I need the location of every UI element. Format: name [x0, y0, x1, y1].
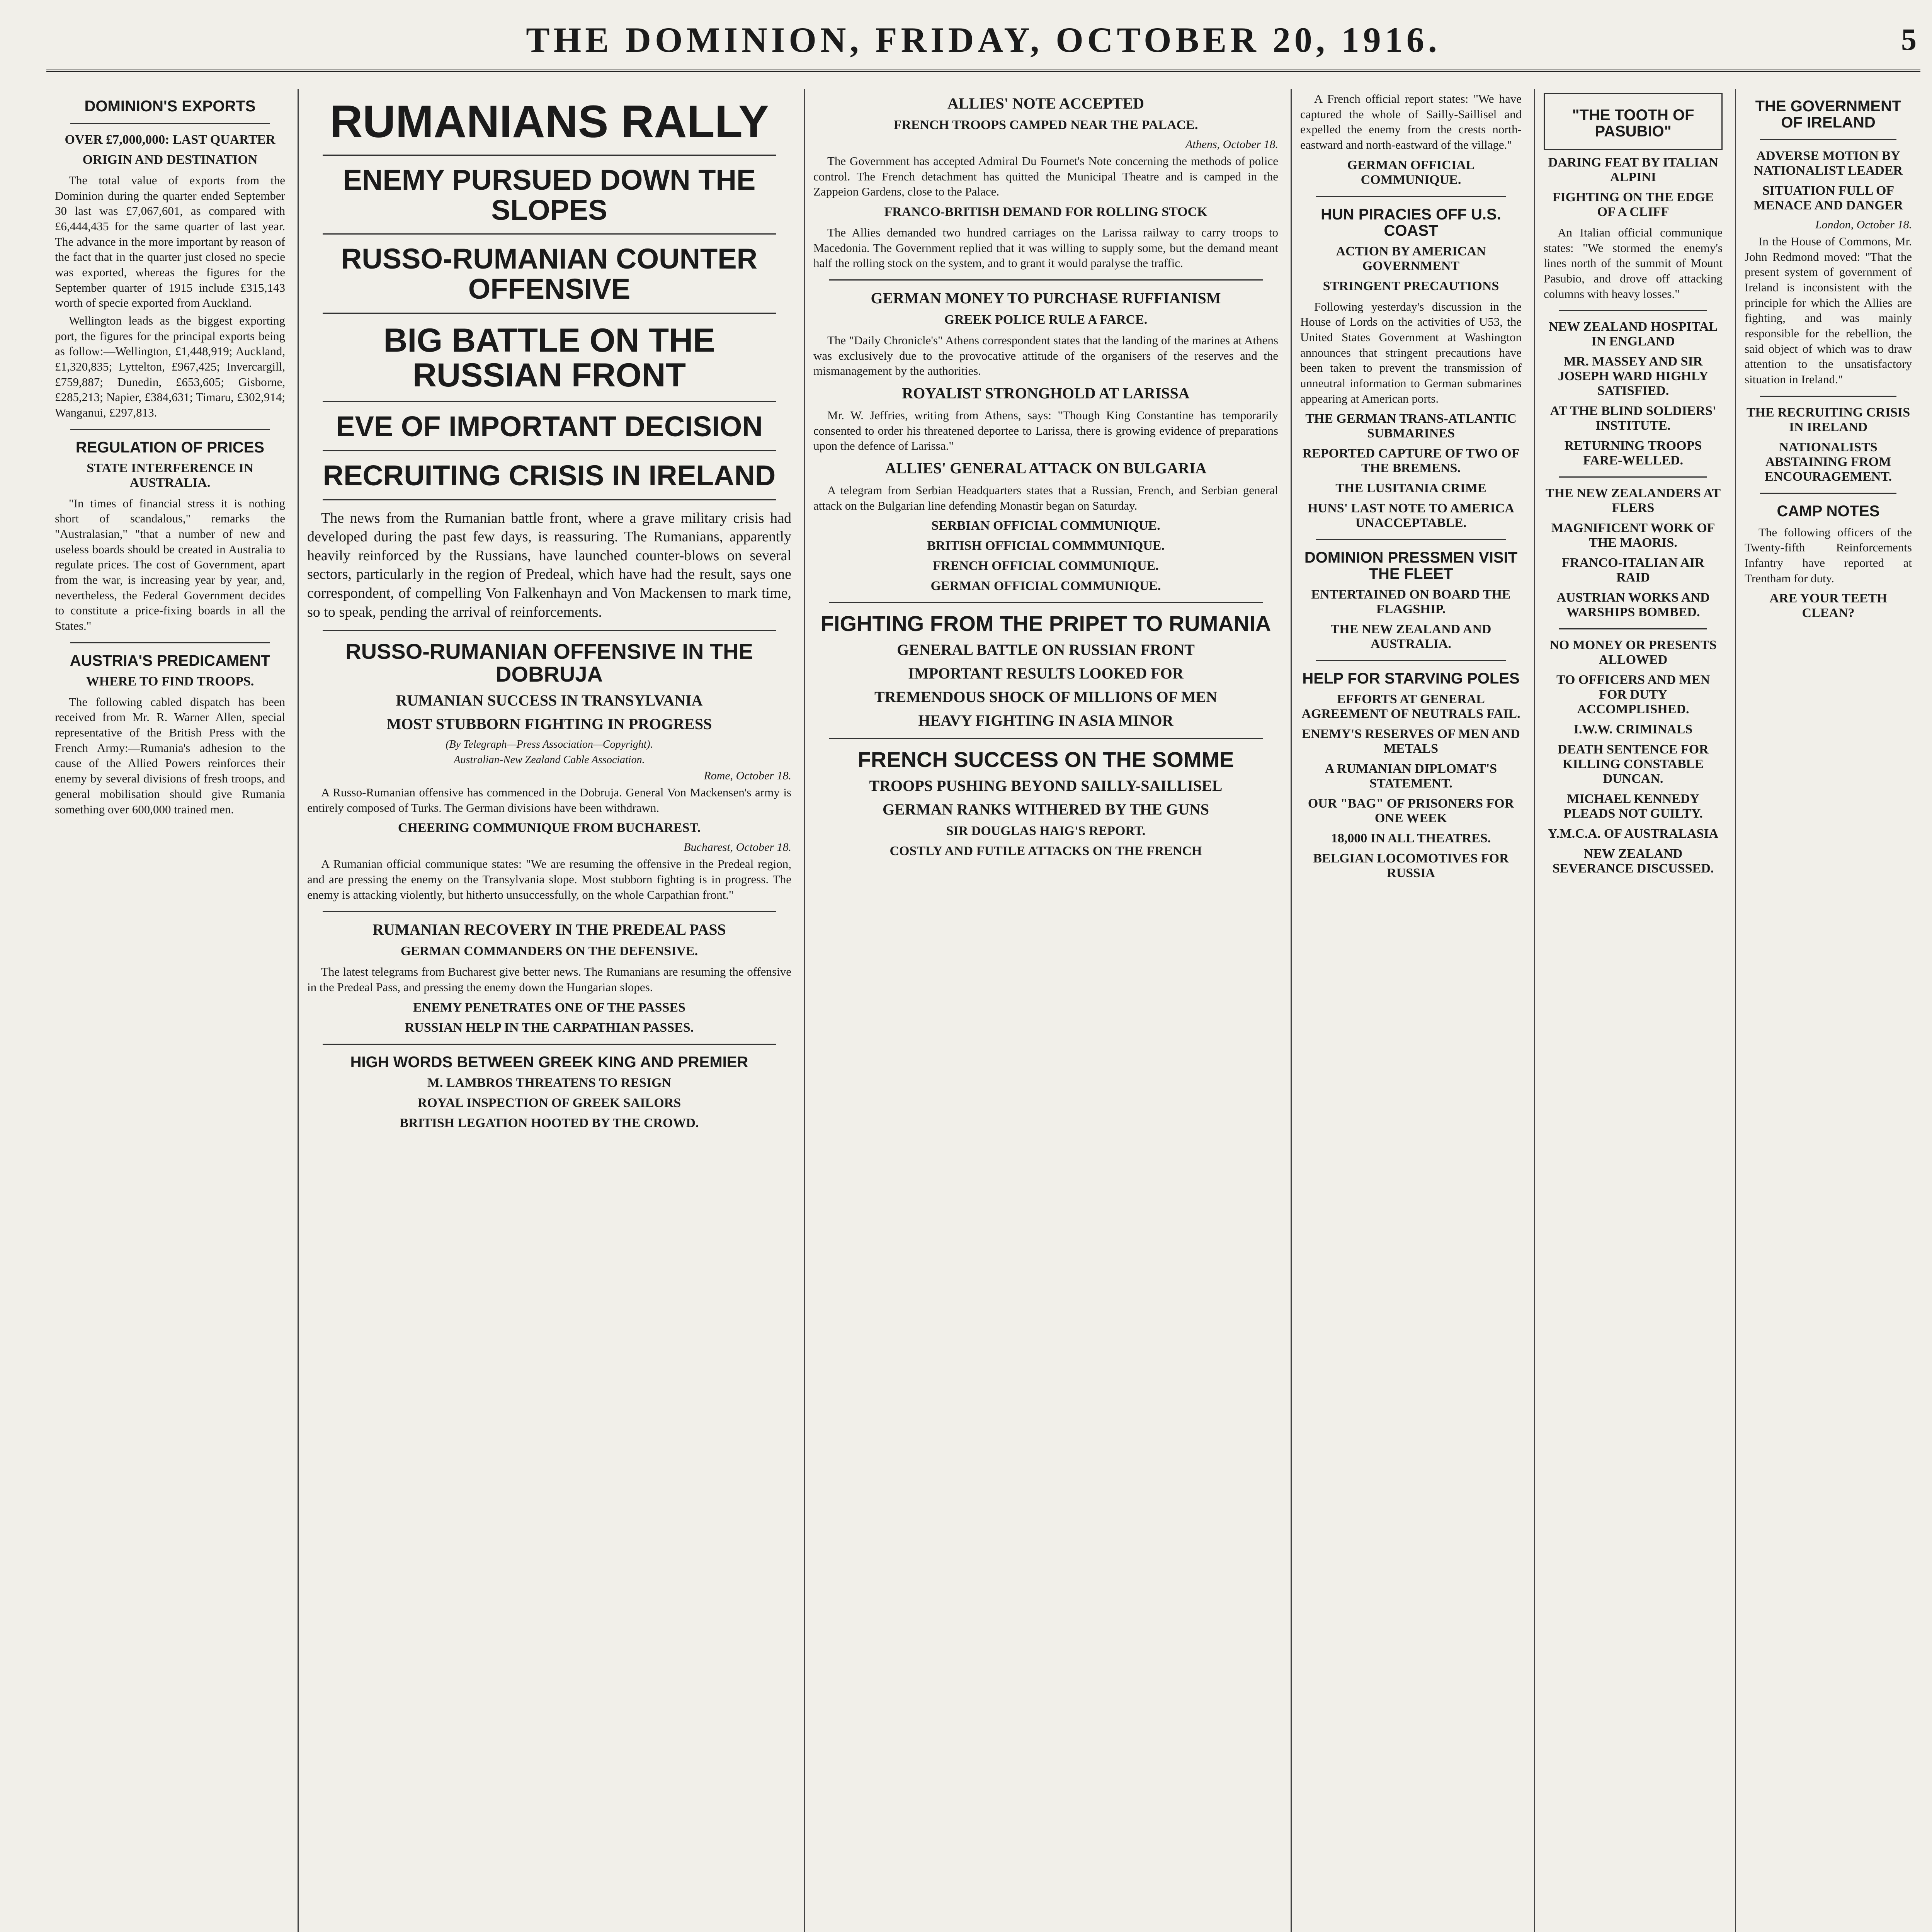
- article-paragraph: The total value of exports from the Dominion during the quarter ended September 30 last was £7,067,601, as compared with £6,444,435 for the same quarter of last year. The advance in the more important by reason of the fact that in the quarter just closed no specie was exported, whereas the figures for the September quarter of 1915 include £315,143 worth of specie exported from Auckland.: [55, 173, 285, 310]
- subheadline: MAGNIFICENT WORK OF THE MAORIS.: [1551, 521, 1715, 550]
- article-paragraph: Mr. W. Jeffries, writing from Athens, says: "Though King Constantine has temporarily consented to order his threatened deportee to Larissa, there is growing evidence of preparations upon the defence of Larissa.": [813, 408, 1278, 453]
- subheadline: SITUATION FULL OF MENACE AND DANGER: [1753, 184, 1903, 213]
- subheadline: SERBIAN OFFICIAL COMMUNIQUE.: [931, 519, 1160, 533]
- subheadline: REPORTED CAPTURE OF TWO OF THE BREMENS.: [1302, 446, 1520, 476]
- subheadline: NATIONALISTS ABSTAINING FROM ENCOURAGEMENT.: [1765, 440, 1892, 484]
- column-5: [1534, 89, 1731, 1932]
- headline: HUN PIRACIES OFF U.S. COAST: [1321, 206, 1501, 239]
- subheadline: MICHAEL KENNEDY PLEADS NOT GUILTY.: [1563, 792, 1703, 821]
- subheadline: ENTERTAINED ON BOARD THE FLAGSHIP.: [1311, 587, 1511, 617]
- subheadline: EFFORTS AT GENERAL AGREEMENT OF NEUTRALS FAIL.: [1301, 692, 1520, 721]
- subheadline: FRENCH TROOPS CAMPED NEAR THE PALACE.: [893, 118, 1198, 132]
- subheadline: DEATH SENTENCE FOR KILLING CONSTABLE DUNCAN.: [1558, 742, 1709, 786]
- subheadline: THE GERMAN TRANS-ATLANTIC SUBMARINES: [1305, 412, 1517, 441]
- subheadline: THE RECRUITING CRISIS IN IRELAND: [1746, 405, 1910, 434]
- credit-line: Australian-New Zealand Cable Association.: [454, 753, 645, 766]
- subheadline: TROOPS PUSHING BEYOND SAILLY-SAILLISEL: [869, 777, 1223, 794]
- subheadline: RUMANIAN SUCCESS IN TRANSYLVANIA: [396, 691, 703, 709]
- subheadline: NEW ZEALAND HOSPITAL IN ENGLAND: [1548, 320, 1718, 349]
- subheadline: COSTLY AND FUTILE ATTACKS ON THE FRENCH: [889, 844, 1202, 858]
- subheadline: NEW ZEALAND SEVERANCE DISCUSSED.: [1552, 847, 1714, 876]
- subheadline: OVER £7,000,000: LAST QUARTER: [65, 133, 276, 147]
- article-paragraph: The Government has accepted Admiral Du Fournet's Note concerning the methods of police control. The French detachment has quitted the Municipal Theatre and is camped in the Zappeion Gardens, close to the Palace.: [813, 154, 1278, 199]
- column-3: [804, 89, 1287, 1932]
- subheadline: SIR DOUGLAS HAIG'S REPORT.: [946, 824, 1146, 838]
- subheadline: A RUMANIAN DIPLOMAT'S STATEMENT.: [1325, 762, 1497, 791]
- headline: "THE TOOTH OF PASUBIO": [1572, 107, 1694, 140]
- subheadline: I.W.W. CRIMINALS: [1573, 722, 1693, 737]
- subheadline: ENEMY PENETRATES ONE OF THE PASSES: [413, 1000, 686, 1015]
- headline: CAMP NOTES: [1777, 502, 1880, 520]
- article-paragraph: Following yesterday's discussion in the House of Lords on the activities of U53, the United States Government at Washington announces that stringent precautions have been taken to prevent the transmission of unneutral information to German submarines appearing at American ports.: [1300, 299, 1522, 405]
- subheadline: TO OFFICERS AND MEN FOR DUTY ACCOMPLISHED.: [1556, 673, 1710, 717]
- article-paragraph: The following officers of the Twenty-fifth Reinforcements Infantry have reported at Trentham for duty.: [1745, 525, 1912, 585]
- subheadline: RETURNING TROOPS FARE-WELLED.: [1564, 439, 1702, 468]
- subheadline: THE NEW ZEALAND AND AUSTRALIA.: [1330, 622, 1492, 651]
- headline: ENEMY PURSUED DOWN THE SLOPES: [343, 163, 756, 226]
- article-paragraph: In the House of Commons, Mr. John Redmond moved: "That the present system of government of Ireland is inconsistent with the principle for which the Allies are fighting, and was mainly responsible for the rebellion, the said object of which was to draw attention to the unsatisfactory situation in Ireland.": [1745, 235, 1912, 386]
- headline: RUSSO-RUMANIAN OFFENSIVE IN THE DOBRUJA: [345, 639, 753, 687]
- headline: FRENCH SUCCESS ON THE SOMME: [857, 747, 1234, 772]
- subheadline: GERMAN RANKS WITHERED BY THE GUNS: [883, 801, 1209, 818]
- subheadline: FIGHTING ON THE EDGE OF A CLIFF: [1552, 190, 1714, 219]
- article-paragraph: A Rumanian official communique states: "We are resuming the offensive in the Predeal region, and are pressing the enemy on the Transylvania slope. Most stubborn fighting is in progress. The enemy is attacking violently, but hitherto unsuccessfully, on the whole Carpathian front.": [307, 857, 791, 901]
- article-paragraph: The "Daily Chronicle's" Athens correspondent states that the landing of the marines at Athens was exclusively due to the provocative attitude of the organisers of the reserves and the mismanagement by the authorities.: [813, 333, 1278, 378]
- subheadline: HUNS' LAST NOTE TO AMERICA UNACCEPTABLE.: [1308, 501, 1514, 531]
- subheadline: BRITISH OFFICIAL COMMMUNIQUE.: [927, 539, 1165, 553]
- subheadline: ARE YOUR TEETH CLEAN?: [1769, 591, 1887, 621]
- subheadline: FRANCO-BRITISH DEMAND FOR ROLLING STOCK: [884, 205, 1208, 219]
- headline: HELP FOR STARVING POLES: [1302, 670, 1520, 687]
- subheadline: ROYALIST STRONGHOLD AT LARISSA: [902, 384, 1190, 402]
- subheadline: OUR "BAG" OF PRISONERS FOR ONE WEEK: [1308, 796, 1514, 826]
- main-headline: RUMANIANS RALLY: [330, 96, 769, 147]
- headline: FIGHTING FROM THE PRIPET TO RUMANIA: [820, 611, 1271, 636]
- article-paragraph: An Italian official communique states: "We stormed the enemy's lines north of the summit of Mount Pasubio, and drove off attacking columns with heavy losses.": [1544, 226, 1723, 301]
- headline: DOMINION PRESSMEN VISIT THE FLEET: [1304, 549, 1518, 583]
- dateline: Bucharest, October 18.: [684, 841, 791, 854]
- subheadline: IMPORTANT RESULTS LOOKED FOR: [908, 665, 1184, 682]
- article-paragraph: The following cabled dispatch has been received from Mr. R. Warner Allen, special representative of the British Press with the French Army:—Rumania's adhesion to the cause of the Allied Powers reinforces their enemy by several divisions of fresh troops, and general mobilisation should give Rumania something over 600,000 trained men.: [55, 695, 285, 816]
- subheadline: 18,000 IN ALL THEATRES.: [1331, 831, 1491, 846]
- credit-line: (By Telegraph—Press Association—Copyright).: [446, 738, 653, 750]
- subheadline: GERMAN COMMANDERS ON THE DEFENSIVE.: [400, 944, 698, 959]
- subheadline: ORIGIN AND DESTINATION: [82, 153, 258, 167]
- page-number: 5: [1901, 23, 1917, 57]
- subheadline: MR. MASSEY AND SIR JOSEPH WARD HIGHLY SATISFIED.: [1558, 354, 1709, 398]
- article-paragraph: The news from the Rumanian battle front, where a grave military crisis had developed during the past few days, is reassuring. The Rumanians, apparently heavily reinforced by the Russians, have launched counter-blows on several sectors, particularly in the region of Predeal, which have had the result, says one correspondent, of compelling Von Falkenhayn and Von Mackensen to mark time, so to speak, pending the arrival of reinforcements.: [307, 510, 791, 620]
- subheadline: ROYAL INSPECTION OF GREEK SAILORS: [417, 1095, 681, 1110]
- headline: EVE OF IMPORTANT DECISION: [336, 410, 763, 443]
- dateline: Athens, October 18.: [1185, 138, 1278, 151]
- subheadline: STRINGENT PRECAUTIONS: [1323, 279, 1499, 293]
- subheadline: ENEMY'S RESERVES OF MEN AND METALS: [1302, 727, 1520, 756]
- subheadline: FRENCH OFFICIAL COMMUNIQUE.: [933, 559, 1159, 573]
- subheadline: BRITISH LEGATION HOOTED BY THE CROWD.: [400, 1116, 699, 1130]
- article-paragraph: A Russo-Rumanian offensive has commenced in the Dobruja. General Von Mackensen's army is entirely composed of Turks. The German divisions have been withdrawn.: [307, 785, 791, 815]
- column-1: [46, 89, 294, 1932]
- subheadline: GERMAN MONEY TO PURCHASE RUFFIANISM: [871, 289, 1221, 307]
- subheadline: CHEERING COMMUNIQUE FROM BUCHAREST.: [398, 821, 701, 835]
- subheadline: THE NEW ZEALANDERS AT FLERS: [1545, 486, 1721, 515]
- headline: RUSSO-RUMANIAN COUNTER OFFENSIVE: [341, 243, 758, 305]
- subheadline: ADVERSE MOTION BY NATIONALIST LEADER: [1753, 149, 1903, 178]
- boxed-headline: [1544, 93, 1723, 150]
- article-paragraph: The latest telegrams from Bucharest give better news. The Rumanians are resuming the offensive in the Predeal Pass, and pressing the enemy down the Hungarian slopes.: [307, 965, 791, 994]
- column-4: [1291, 89, 1530, 1932]
- headline: AUSTRIA'S PREDICAMENT: [70, 652, 270, 669]
- subheadline: HEAVY FIGHTING IN ASIA MINOR: [918, 712, 1173, 730]
- headline: REGULATION OF PRICES: [75, 439, 265, 456]
- subheadline: M. LAMBROS THREATENS TO RESIGN: [427, 1075, 672, 1090]
- subheadline: ALLIES' NOTE ACCEPTED: [947, 95, 1145, 112]
- subheadline: Y.M.C.A. OF AUSTRALASIA: [1548, 827, 1719, 841]
- subheadline: MOST STUBBORN FIGHTING IN PROGRESS: [386, 715, 712, 733]
- subheadline: THE LUSITANIA CRIME: [1335, 481, 1486, 496]
- subheadline: GERMAN OFFICIAL COMMUNIQUE.: [1347, 158, 1475, 187]
- subheadline: WHERE TO FIND TROOPS.: [86, 674, 254, 689]
- article-paragraph: A French official report states: "We have captured the whole of Sailly-Saillisel and expelled the enemy from the crests north-eastward and north-eastward of the village.": [1300, 92, 1522, 152]
- headline: HIGH WORDS BETWEEN GREEK KING AND PREMIER: [350, 1053, 748, 1071]
- subheadline: RUMANIAN RECOVERY IN THE PREDEAL PASS: [372, 921, 726, 939]
- masthead: [46, 15, 1920, 72]
- subheadline: ACTION BY AMERICAN GOVERNMENT: [1336, 244, 1486, 273]
- subheadline: RUSSIAN HELP IN THE CARPATHIAN PASSES.: [405, 1020, 694, 1035]
- subheadline: STATE INTERFERENCE IN AUSTRALIA.: [87, 461, 253, 490]
- subheadline: DARING FEAT BY ITALIAN ALPINI: [1548, 155, 1718, 184]
- headline: DOMINION'S EXPORTS: [84, 98, 256, 115]
- dateline: London, October 18.: [1815, 218, 1912, 231]
- subheadline: ALLIES' GENERAL ATTACK ON BULGARIA: [885, 459, 1207, 477]
- headline: BIG BATTLE ON THE RUSSIAN FRONT: [383, 321, 715, 394]
- masthead-date-line: THE DOMINION, FRIDAY, OCTOBER 20, 1916.: [526, 20, 1441, 60]
- column-2: [298, 89, 800, 1932]
- subheadline: TREMENDOUS SHOCK OF MILLIONS OF MEN: [874, 688, 1218, 706]
- article-paragraph: Wellington leads as the biggest exporting port, the figures for the principal exports being as follow:—Wellington, £1,448,919; Auckland, £1,320,835; Lyttelton, £967,425; Invercargill, £759,887; Dunedin, £653,605; Gisborne, £285,213; Napier, £384,631; Timaru, £302,914; Wanganui, £297,813.: [55, 314, 285, 420]
- subheadline: GERMAN OFFICIAL COMMUNIQUE.: [930, 579, 1161, 594]
- subheadline: GENERAL BATTLE ON RUSSIAN FRONT: [897, 641, 1195, 659]
- article-paragraph: The Allies demanded two hundred carriages on the Larissa railway to carry troops to Macedonia. The Government replied that it was willing to supply some, but the demand meant half the rolling stock on the system, and to grant it would paralyse the traffic.: [813, 226, 1278, 270]
- article-paragraph: A telegram from Serbian Headquarters states that a Russian, French, and Serbian general attack on the Bulgarian line defending Monastir began on Saturday.: [813, 483, 1278, 512]
- subheadline: BELGIAN LOCOMOTIVES FOR RUSSIA: [1313, 851, 1509, 881]
- subheadline: NO MONEY OR PRESENTS ALLOWED: [1549, 638, 1717, 667]
- dateline: Rome, October 18.: [704, 769, 791, 782]
- headline: RECRUITING CRISIS IN IRELAND: [323, 459, 776, 492]
- subheadline: AT THE BLIND SOLDIERS' INSTITUTE.: [1550, 404, 1716, 433]
- subheadline: AUSTRIAN WORKS AND WARSHIPS BOMBED.: [1556, 590, 1710, 620]
- subheadline: GREEK POLICE RULE A FARCE.: [944, 313, 1148, 327]
- column-6: [1735, 89, 1920, 1932]
- subheadline: FRANCO-ITALIAN AIR RAID: [1562, 556, 1704, 585]
- headline: THE GOVERNMENT OF IRELAND: [1755, 98, 1901, 131]
- article-paragraph: "In times of financial stress it is nothing short of scandalous," remarks the "Australasian," "that a number of new and useless boards should be created in Australia to regulate prices. The cost of Government, apart from the war, is increasing year by year, and, nevertheless, the Federal Government decides to constitute a price-fixing boards in all the States.": [55, 496, 285, 633]
